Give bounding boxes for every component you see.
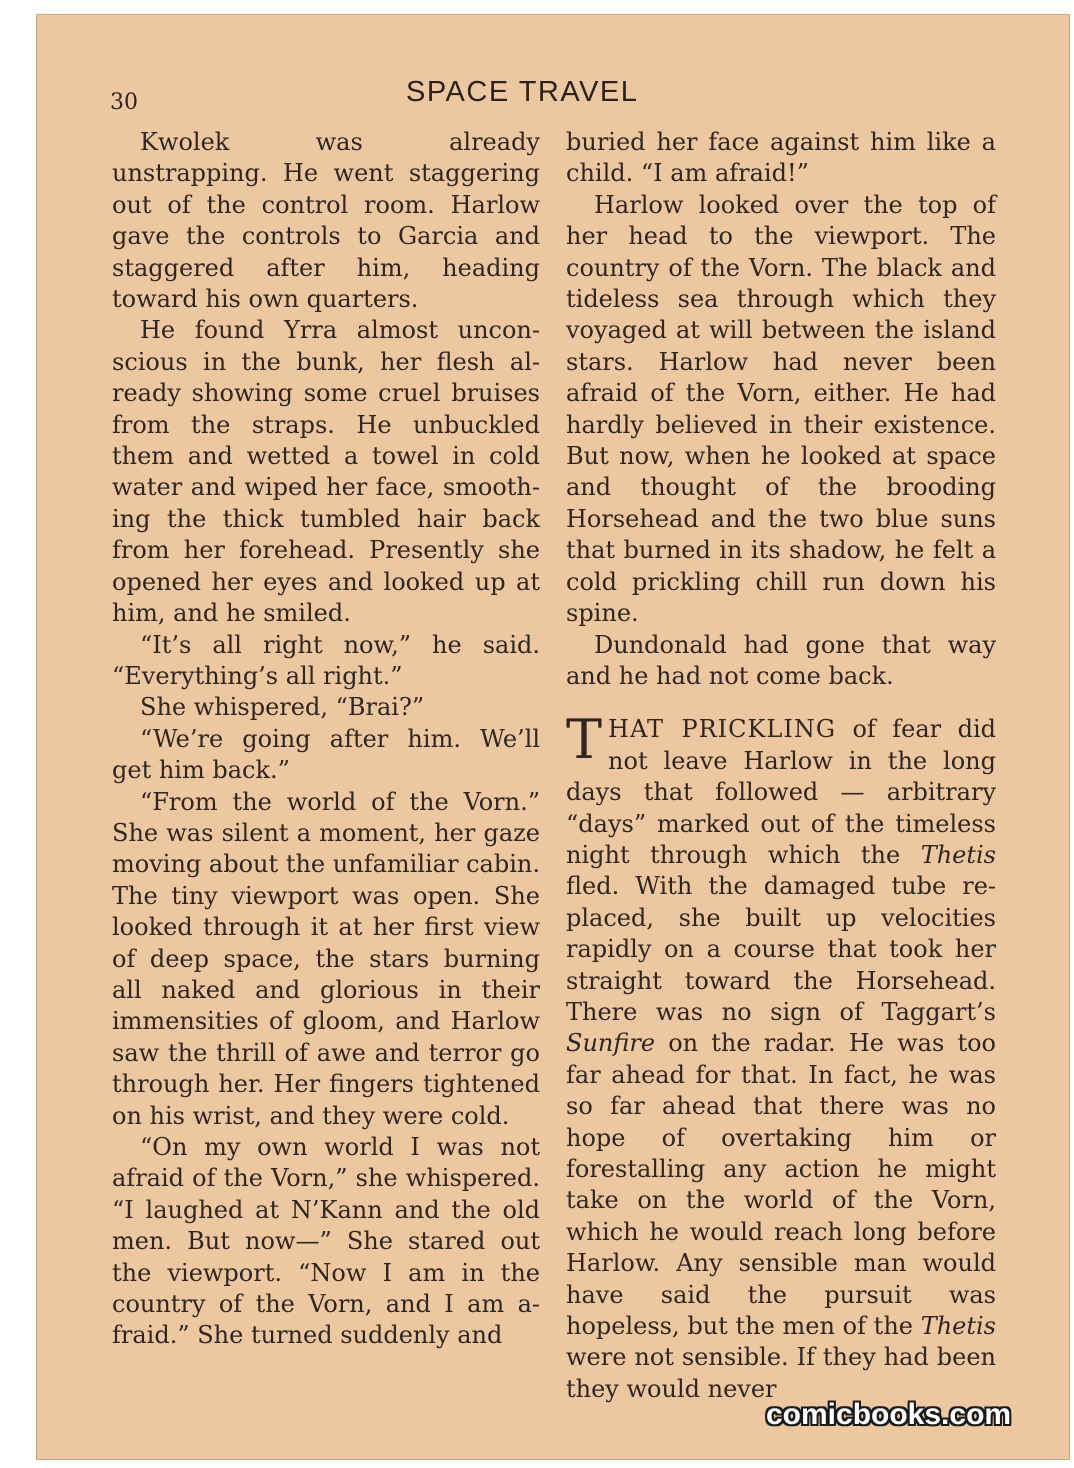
paragraph: Harlow looked over the top of her head to the viewport. The country of the Vorn. The black and tideless sea through which they voyaged at will between the island stars. Harlow had never been afraid of the Vorn, either. He had hardly believed in their existence. But now, when he looked at space and thought of the brooding Horsehead and the two blue suns that burned in its shadow, he felt a cold prickling chill run down his spine. — [566, 190, 996, 628]
drop-cap: T — [566, 708, 603, 772]
page-number: 30 — [110, 90, 138, 115]
paragraph: “From the world of the Vorn.” She was silent a moment, her gaze moving about the unfamiliar cabin. The tiny viewport was open. She looked through it at her first view of deep space, the stars burning all naked and glorious in their immensities of gloom, and Harlow saw the thrill of awe and terror go through her. Her fingers tightened on his wrist, and they were cold. — [112, 787, 540, 1130]
paragraph: She whispered, “Brai?” — [140, 693, 425, 722]
text-run: of fear did not leave Harlow in the long days that followed — arbitrary “days” marked out of the timeless night through which the — [566, 715, 996, 869]
paragraph: Kwolek was already unstrapping. He went staggering out of the control room. Harlow gave the controls to Garcia and staggered after him, heading toward his own quarters. — [112, 128, 540, 314]
running-head: SPACE TRAVEL — [406, 76, 639, 108]
paragraph: He found Yrra almost unconscious in the bunk, her flesh already showing some cruel bruises from the straps. He unbuckled them and wetted a towel in cold water and wiped her face, smoothing the thick tumbled hair back from her forehead. Presently she opened her eyes and looked up at him, and he smiled. — [112, 316, 540, 628]
ship-name: Thetis — [920, 1312, 996, 1341]
magazine-page — [36, 14, 1070, 1460]
paragraph: “On my own world I was not afraid of the Vorn,” she whispered. “I laughed at N’Kann and the old men. But now—” She stared out the viewport. “Now I am in the country of the Vorn, and I am afraid.” She turned suddenly and — [112, 1133, 540, 1350]
text-run: fled. With the damaged tube replaced, she built up velocities rapidly on a course that took her straight toward the Horsehead. There was no sign of Taggart’s — [566, 872, 996, 1026]
opening-caps: HAT PRICKLING — [608, 715, 837, 744]
left-column — [112, 127, 540, 1352]
paragraph: “It’s all right now,” he said. “Everything’s all right.” — [112, 630, 540, 690]
section-opening-paragraph — [566, 708, 996, 1405]
page-header — [36, 76, 1070, 116]
text-run: on the radar. He was too far ahead for that. In fact, he was so far ahead that there was no hope of overtaking him or forestalling any action he might take on the world of the Vorn, which he would reach long before Harlow. Any sensible man would have said the pursuit was hopeless, but the men of the — [566, 1029, 996, 1341]
right-column — [566, 127, 996, 1405]
text-run: were not sensible. If they had been they would never — [566, 1343, 996, 1403]
paragraph: “We’re going after him. We’ll get him back.” — [112, 724, 540, 785]
ship-name: Thetis — [920, 840, 996, 869]
watermark: comicbooks.com — [766, 1398, 1012, 1431]
paragraph: Dundonald had gone that way and he had not come back. — [566, 630, 996, 690]
continued-paragraph: buried her face against him like a child. “I am afraid!” — [566, 128, 996, 188]
ship-name: Sunfire — [566, 1029, 656, 1058]
